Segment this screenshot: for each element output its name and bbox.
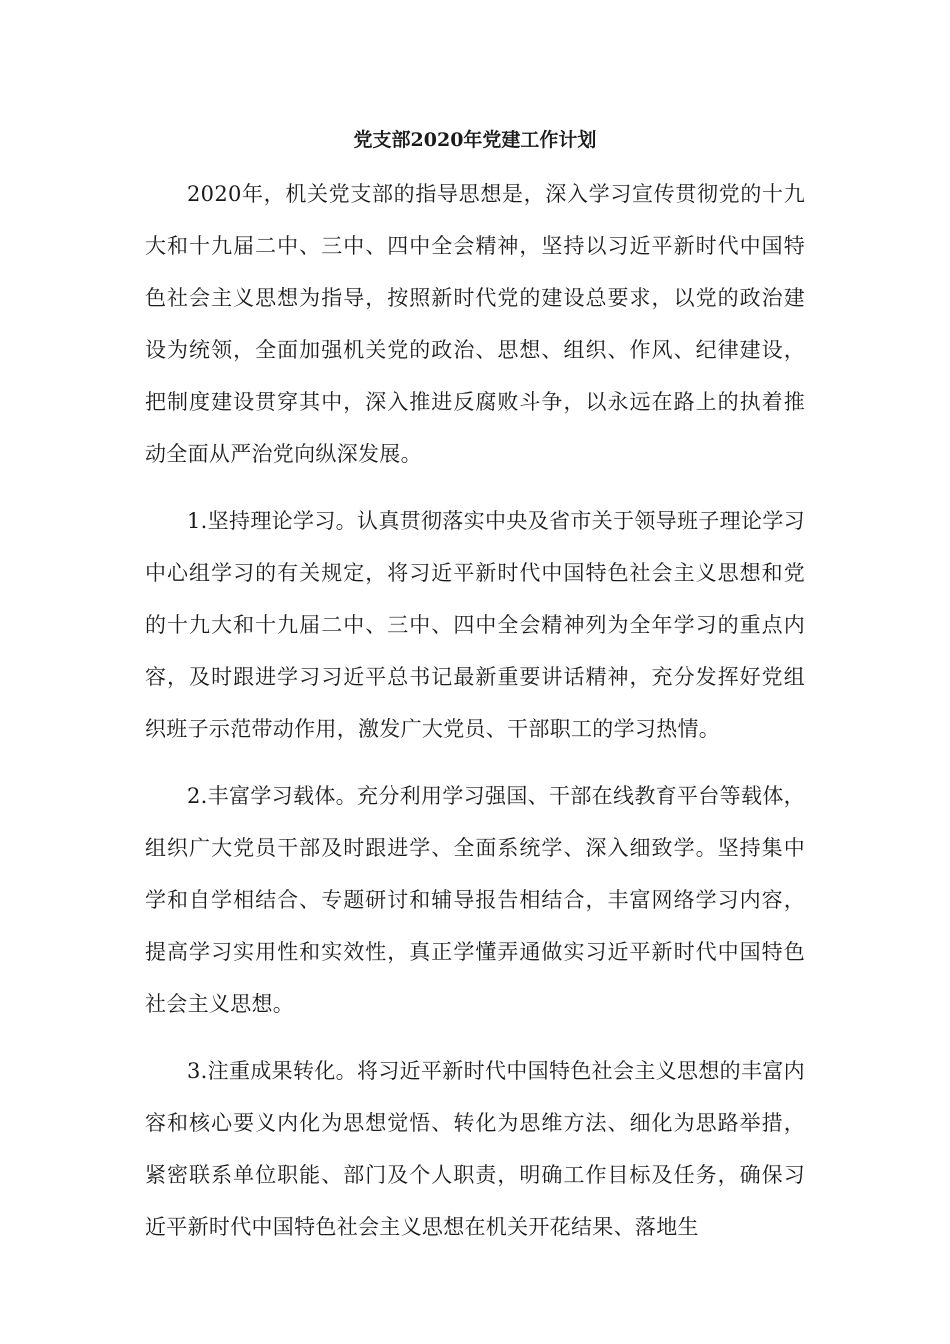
paragraph-intro: 2020年，机关党支部的指导思想是，深入学习宣传贯彻党的十九大和十九届二中、三中、四中全会精神，坚持以习近平新时代中国特色社会主义思想为指导，按照新时代党的建设总要求，以党的政治建设为统领，全面加强机关党的政治、思想、组织、作风、纪律建设，把制度建设贯穿其中，深入推进反腐败斗争，以永远在路上的执着推动全面从严治党向纵深发展。 <box>145 182 805 466</box>
document-title: 党支部2020年党建工作计划 <box>353 129 597 151</box>
paragraph-results-transformation: 3.注重成果转化。将习近平新时代中国特色社会主义思想的丰富内容和核心要义内化为思想觉悟、转化为思维方法、细化为思路举措，紧密联系单位职能、部门及个人职责，明确工作目标及任务，确保习近平新时代中国特色社会主义思想在机关开花结果、落地生 <box>145 1059 805 1239</box>
document-body <box>145 168 805 1268</box>
paragraph-study-carriers: 2.丰富学习载体。充分利用学习强国、干部在线教育平台等载体，组织广大党员干部及时跟进学、全面系统学、深入细致学。坚持集中学和自学相结合、专题研讨和辅导报告相结合，丰富网络学习内容，提高学习实用性和实效性，真正学懂弄通做实习近平新时代中国特色社会主义思想。 <box>145 784 805 1016</box>
paragraph-theory-study: 1.坚持理论学习。认真贯彻落实中央及省市关于领导班子理论学习中心组学习的有关规定，将习近平新时代中国特色社会主义思想和党的十九大和十九届二中、三中、四中全会精神列为全年学习的重点内容，及时跟进学习习近平总书记最新重要讲话精神，充分发挥好党组织班子示范带动作用，激发广大党员、干部职工的学习热情。 <box>145 509 805 741</box>
